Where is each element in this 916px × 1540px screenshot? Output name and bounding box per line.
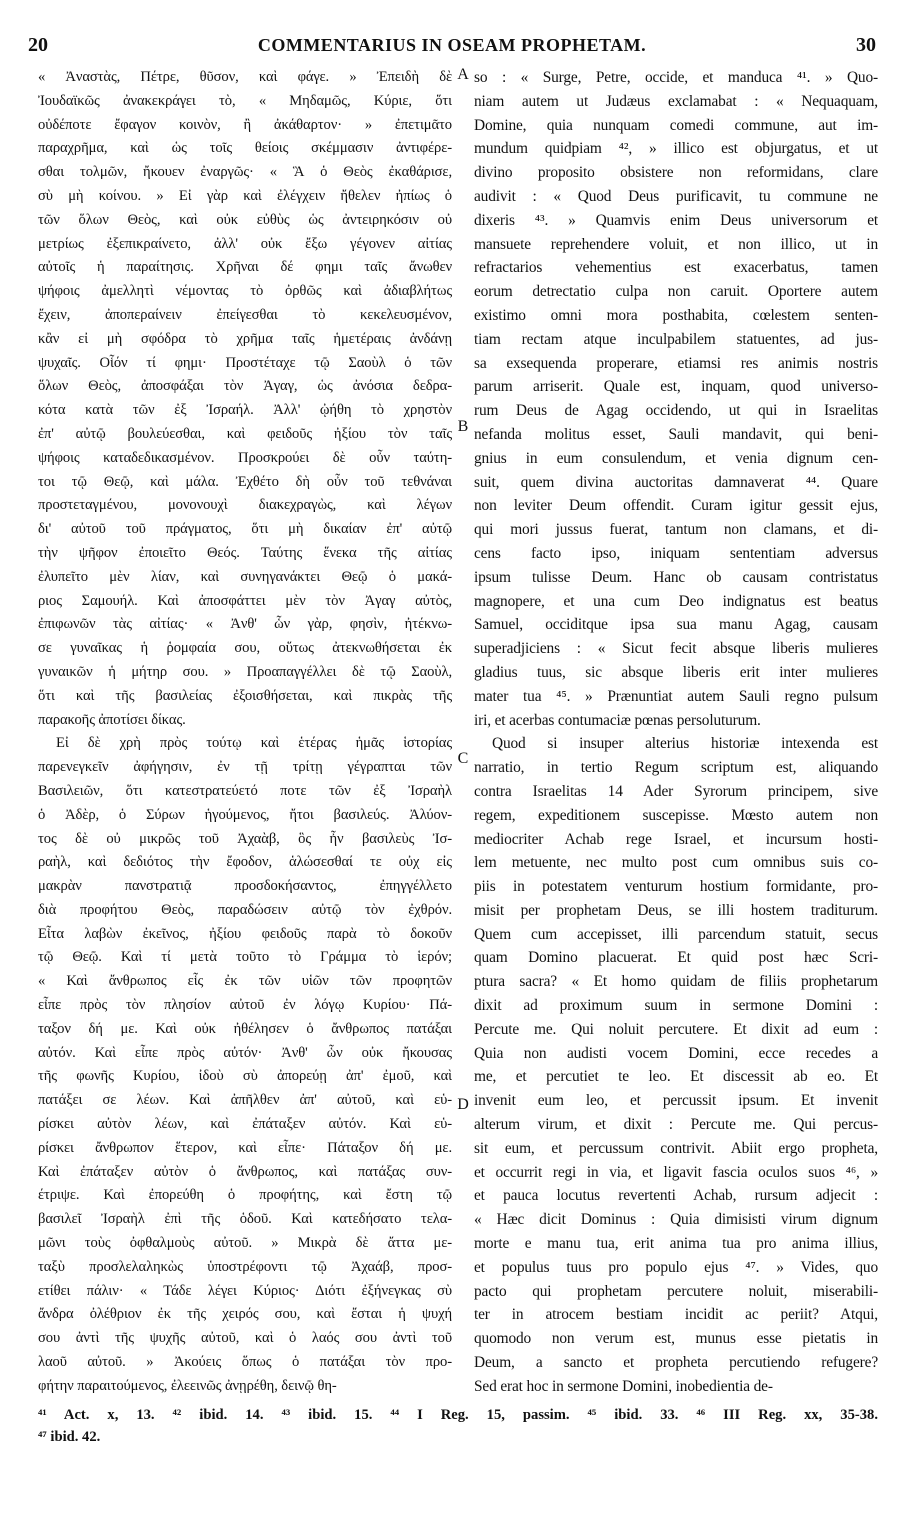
text-line: mater tua ⁴⁵. » Prænuntiat autem Sauli regno pulsum bbox=[474, 687, 878, 705]
running-title: COMMENTARIUS IN OSEAM PROPHETAM. bbox=[257, 35, 647, 55]
text-line: σε γυναῖκας ἡ ῥομφαία σου, οὕτως ἀτεκνωθήσεται ἐκ bbox=[38, 640, 452, 657]
text-line: magnopere, et una cum Deo indignatus est beatus bbox=[474, 592, 878, 610]
page-number-left: 20 bbox=[28, 34, 48, 56]
text-line: ταξον δή με. Καὶ οὐκ ἠθέλησεν ὁ ἄνθρωπος πατάξαι bbox=[38, 1020, 452, 1037]
text-line: αὐτόν. Καὶ εἶπε πρὸς αὐτόν· Ἀνθ' ὧν οὐκ ἤκουσας bbox=[38, 1044, 452, 1061]
text-line: contra Israelitas 14 Ader Syrorum principem, sive bbox=[474, 782, 878, 800]
text-line: τῶν ὅλων Θεὸς, καὶ οὐκ εὐθὺς ὡς ἀντειρηκόσιν οὐ bbox=[38, 211, 452, 228]
text-line: ρίσκει αὐτὸν λέων, καὶ ἐπάταξεν αὐτόν. Καὶ εὑ- bbox=[38, 1116, 452, 1133]
text-line: « Καὶ ἄνθρωπος εἷς ἐκ τῶν υἱῶν τῶν προφητῶν bbox=[38, 973, 452, 990]
text-line: ριος Σαμουήλ. Καὶ ἀποσφάττει μὲν τὸν Ἀγαγ αὐτὸς, bbox=[38, 592, 452, 609]
text-line: πατάξει σε λέων. Καὶ ἀπῆλθεν ἀπ' αὐτοῦ, καὶ εὑ- bbox=[38, 1092, 452, 1109]
text-line: εἶπε πρὸς τὸν πλησίον αὐτοῦ ἐν λόγῳ Κυρίου· Πά- bbox=[38, 997, 452, 1014]
text-line: σου ἀντὶ τῆς ψυχῆς αὐτοῦ, καὶ ὁ λαός σου ἀντὶ τοῦ bbox=[38, 1330, 452, 1347]
text-line: Quod si insuper alterius historiæ intexenda est bbox=[492, 735, 878, 753]
margin-marker: D bbox=[457, 1096, 469, 1113]
text-line: alterum virum, et dixit : Percute me. Qui percus- bbox=[474, 1116, 878, 1134]
text-line: λαοῦ αὐτοῦ. » Ἀκούεις ὅπως ὁ πατάξαι τὸν προ- bbox=[38, 1354, 452, 1371]
text-line: piis in potestatem venturum hostium formidante, pro- bbox=[474, 878, 878, 896]
text-line: Sed erat hoc in sermone Domini, inobedientia de- bbox=[474, 1377, 773, 1395]
text-line: gladius tuus, sic absque liberis erit inter mulieres bbox=[474, 663, 878, 681]
text-line: misit per prophetam Deus, se illi hostem traditurum. bbox=[474, 901, 878, 919]
text-line: δι' αὐτοῦ τοῦ πράγματος, ὅτι μὴ δικαίαν ἐπ' αὐτῷ bbox=[38, 521, 452, 538]
text-line: γυναικῶν ἡ μήτηρ σου. » Προαπαγγέλλει δὲ τῷ Σαοὺλ, bbox=[38, 663, 452, 680]
text-line: βασιλεῖ Ἰσραὴλ ἐπὶ τῆς ὁδοῦ. Καὶ κατεδήσατο τελα- bbox=[38, 1211, 452, 1228]
text-line: ψήφοις καταδεδικασμένον. Προσκρούει δὲ οὖν ταύτη- bbox=[38, 449, 452, 466]
text-line: τῷ Θεῷ. Καὶ τί μετὰ τοῦτο τὸ Γράμμα τὸ ἱερόν; bbox=[38, 949, 452, 966]
latin-text-column bbox=[474, 66, 878, 1399]
text-line: τὴν ψῆφον ἐποιεῖτο Θεός. Ταύτης ἕνεκα τῆς αἰτίας bbox=[38, 544, 452, 561]
text-line: ptura sacra? « Et homo quidam de filiis prophetarum bbox=[474, 973, 878, 991]
text-line: superadjiciens : « Sicut fecit absque liberis mulieres bbox=[474, 640, 878, 658]
text-line: προστεταγμένου, μονονουχὶ διακεχραγὼς, καὶ λέγων bbox=[38, 497, 452, 514]
text-line: invenit eum leo, et percussit ipsum. Et invenit bbox=[474, 1092, 878, 1110]
text-line: mundum quidpiam ⁴², » illico est objurgatus, et ut bbox=[474, 140, 878, 158]
text-line: mansuete reprehendere voluit, et non illico, ut in bbox=[474, 235, 878, 253]
text-line: Quia non audisti vocem Domini, ecce recedes a bbox=[474, 1044, 878, 1062]
text-line: quomodo non verum est, munus esse pietatis in bbox=[474, 1330, 878, 1348]
text-line: ετίθει πάλιν· « Τάδε λέγει Κύριος· Διότι ἐξήνεγκας σὺ bbox=[38, 1282, 452, 1299]
text-line: κἂν εἰ μὴ σφόδρα τὸ χρῆμα ταῖς ἡμετέραις ἀνδάνῃ bbox=[38, 330, 452, 347]
text-line: iri, et acerbas contumaciæ pœnas persoluturum. bbox=[474, 711, 761, 729]
text-line: ἐπιφωνῶν τὰς αἰτίας· « Ἀνθ' ὧν γὰρ, φησὶν, ἠτέκνω- bbox=[38, 616, 452, 633]
text-line: Samuel, occiditque ipsa sua manu Agag, causam bbox=[474, 616, 878, 634]
text-line: Καὶ ἐπάταξεν αὐτὸν ὁ ἄνθρωπος, καὶ πατάξας συν- bbox=[38, 1163, 452, 1180]
text-line: μετρίως ἐξεπικραίνετο, ἀλλ' οὐκ ἔξω γέγονεν αἰτίας bbox=[38, 235, 452, 252]
margin-marker: A bbox=[457, 66, 469, 83]
text-line: quam Domino placuerat. Et quid post hæc Scri- bbox=[474, 949, 878, 967]
text-line: οὐδέποτε ἔφαγον κοινὸν, ἢ ἀκάθαρτον· » ἐπετιμᾶτο bbox=[38, 116, 452, 133]
text-line: audivit : « Quod Deus purificavit, tu commune ne bbox=[474, 187, 878, 205]
footnotes bbox=[38, 1404, 878, 1448]
text-line: φήτην παραιτούμενος, ἐλεεινῶς ἀνῃρέθη, δεινῷ θη- bbox=[38, 1377, 337, 1394]
text-line: ψυχαῖς. Οἷόν τί φημι· Προστέταχε τῷ Σαοὺλ ὁ τῶν bbox=[38, 354, 452, 371]
footnote-line: ⁴¹ Act. x, 13. ⁴² ibid. 14. ⁴³ ibid. 15. ⁴⁴ I Reg. 15, passim. ⁴⁵ ibid. 33. ⁴⁶ III Reg. xx, 35-38. bbox=[38, 1407, 878, 1423]
text-line: αὐτοῖς ἡ παραίτησις. Χρῆναι δέ φημι ταῖς ἄνωθεν bbox=[38, 259, 452, 276]
text-line: ρίσκει ἄνθρωπον ἕτερον, καὶ εἶπε· Πάταξον δή με. bbox=[38, 1139, 452, 1156]
text-line: τῆς φωνῆς Κυρίου, ἰδοὺ σὺ ἀπορεύῃ ἀπ' ἐμοῦ, καὶ bbox=[38, 1068, 452, 1085]
text-line: morte e manu tua, erit anima tua pro anima illius, bbox=[474, 1235, 878, 1253]
margin-marker: C bbox=[457, 750, 469, 767]
text-line: τος δὲ οὐ μικρῶς τοῦ Ἀχαὰβ, ὃς ἦν βασιλεὺς Ἰσ- bbox=[38, 830, 452, 847]
text-line: eorum detrectatio culpa non caruit. Oportere autem bbox=[474, 283, 878, 301]
running-header bbox=[28, 34, 876, 58]
text-line: παρακοῆς ἀποτίσει δίκας. bbox=[38, 711, 186, 728]
text-line: « Ἀναστὰς, Πέτρε, θῦσον, καὶ φάγε. » Ἐπειδὴ δὲ bbox=[38, 69, 452, 85]
text-line: ὅλων Θεὸς, ἀποσφάξαι τὸν Ἀγαγ, ὡς ἀνόσια δεδρα- bbox=[38, 378, 452, 395]
text-line: ipsum tulisse Deum. Hanc ob causam contristatus bbox=[474, 568, 878, 586]
text-line: narratio, in tertio Regum scriptum est, aliquando bbox=[474, 759, 878, 777]
text-line: ἐλυπεῖτο μὲν λίαν, καὶ συνηγανάκτει Θεῷ ὁ μακά- bbox=[38, 568, 452, 585]
text-line: Εἰ δὲ χρὴ πρὸς τούτῳ καὶ ἑτέρας ἡμᾶς ἱστορίας bbox=[56, 735, 452, 752]
text-line: κότα κατὰ τῶν ἐξ Ἰσραήλ. Ἀλλ' ᾠήθη τὸ χρηστὸν bbox=[38, 402, 452, 419]
page-number-right: 30 bbox=[856, 34, 876, 56]
text-line: ὁ Ἀδὲρ, ὁ Σύρων ἡγούμενος, ἤτοι βασιλεύς. Ἀλύον- bbox=[38, 806, 452, 823]
text-line: tiam rectam atque inculpabilem statuentes, ad jus- bbox=[474, 330, 878, 348]
text-line: mediocriter Achab rege Israel, et incursum hosti- bbox=[474, 830, 878, 848]
text-line: ψήφοις ἀμελλητὶ νέμοντας τὸ ὀρθῶς καὶ ἀδιαβλήτως bbox=[38, 283, 452, 300]
text-line: nefanda molitus esset, Sauli mandavit, qui beni- bbox=[474, 425, 878, 443]
text-line: ἐπ' αὐτῷ βουλεύεσθαι, καὶ φειδοῦς ἠξίου τὸν ταῖς bbox=[38, 425, 452, 442]
text-line: μακρὰν πανστρατιᾷ προσδοκήσαντος, ἐπηγγέλλετο bbox=[38, 878, 452, 895]
text-line: niam autem ut Judæus exclamabat : « Nequaquam, bbox=[474, 92, 878, 110]
text-line: lem metuente, nec multo post cum omnibus suis co- bbox=[474, 854, 878, 872]
text-line: so : « Surge, Petre, occide, et manduca ⁴¹. » Quo- bbox=[474, 69, 878, 86]
text-line: Domine, quia nunquam comedi commune, aut im- bbox=[474, 116, 878, 134]
text-line: et populus tuus pro populo ejus ⁴⁷. » Vides, quo bbox=[474, 1258, 878, 1276]
text-line: dixeris ⁴³. » Quamvis enim Deus universorum et bbox=[474, 211, 878, 229]
text-line: Εἶτα λαβὼν ἐκεῖνος, ἠξίου φειδοῦς παρὰ τὸ δοκοῦν bbox=[38, 925, 452, 942]
text-line: παραχρῆμα, καὶ ὡς τοῖς θείοις σκέμμασιν ἀντιφέρε- bbox=[38, 140, 452, 157]
text-line: Percute me. Qui noluit percutere. Et dixit ad eum : bbox=[474, 1020, 878, 1038]
text-line: σὺ μὴ κοίνου. » Εἰ γὰρ καὶ ἐλέγχειν ἤθελεν ἠπίως ὁ bbox=[38, 187, 452, 204]
greek-text-column bbox=[38, 66, 452, 1399]
text-line: refractarios vehementius est exacerbatus, tamen bbox=[474, 259, 878, 277]
margin-marker: B bbox=[457, 418, 469, 435]
text-line: έτριψε. Καὶ ἐπορεύθη ὁ προφήτης, καὶ ἔστη τῷ bbox=[38, 1187, 452, 1204]
text-line: divino proposito obsistere non reformidans, clare bbox=[474, 164, 878, 182]
text-line: rum Deus de Agag occidendo, ut qui in Israelitas bbox=[474, 402, 878, 420]
text-line: διὰ προφήτου Θεὸς, παραδώσειν αὐτῷ τὸν ἐχθρόν. bbox=[38, 901, 452, 918]
text-line: cens facto ipso, iniquam sententiam adversus bbox=[474, 544, 878, 562]
text-line: ταξὺ προσλελαληκὼς ὑποστρέφοντι τῷ Ἀχαάβ, προσ- bbox=[38, 1258, 452, 1275]
text-line: suit, quem divina auctoritas damnaverat ⁴⁴. Quare bbox=[474, 473, 878, 491]
text-line: gnius in eum consulendum, et venia dignum cen- bbox=[474, 449, 878, 467]
text-line: Deum, a sancto et propheta percutiendo refugere? bbox=[474, 1354, 878, 1372]
text-line: Βασιλειῶν, ὅτι κατεστρατεύετό ποτε τῶν ἐξ Ἰσραὴλ bbox=[38, 782, 452, 799]
text-line: ὅτι καὶ τῆς βασιλείας ἐξοισθήσεται, καὶ πικρὰς τῆς bbox=[38, 687, 452, 704]
text-line: Ἰουδαϊκῶς ἀνακεκράγει τὸ, « Μηδαμῶς, Κύριε, ὅτι bbox=[38, 92, 452, 109]
text-line: pacto qui prophetam percutere noluit, miserabili- bbox=[474, 1282, 878, 1300]
text-line: ἄνδρα ὀλέθριον ἐκ τῆς χειρός σου, καὶ ἔσται ἡ ψυχή bbox=[38, 1306, 452, 1323]
text-line: regem, expeditionem suscepisse. Mœsto autem non bbox=[474, 806, 878, 824]
text-line: et occurrit regi in via, et ligavit fascia oculos suos ⁴⁶, » bbox=[474, 1163, 878, 1181]
footnote-line: ⁴⁷ ibid. 42. bbox=[38, 1429, 101, 1445]
text-line: qui mori jussus fuerat, tantum non clamans, et di- bbox=[474, 521, 878, 539]
text-line: ἔχειν, ἀποπεραίνειν ἐπείγεσθαι τὸ κεκελευσμένον, bbox=[38, 306, 452, 323]
text-line: « Hæc dicit Dominus : Quia dimisisti virum dignum bbox=[474, 1211, 878, 1229]
text-line: et pauca locutus revertenti Achab, rursum adjecit : bbox=[474, 1187, 878, 1205]
text-line: sa exsequenda properare, etiamsi res animis nostris bbox=[474, 354, 878, 372]
text-line: ter in atrocem bestiam incidit ac periit? Atqui, bbox=[474, 1306, 878, 1324]
text-line: ραὴλ, καὶ δεδιότος τὴν ἔφοδον, ἁλώσεσθαί τε οὐχ εἰς bbox=[38, 854, 452, 871]
text-line: sit eum, et percussum contrivit. Abiit ergo propheta, bbox=[474, 1139, 878, 1157]
text-line: parum arriserit. Quale est, inquam, quod universo- bbox=[474, 378, 878, 396]
text-line: παρενεγκεῖν ἀφήγησιν, ἐν τῇ τρίτῃ γέγραπται τῶν bbox=[38, 759, 452, 776]
text-line: Quem cum accepisset, illi parcendum statuit, secus bbox=[474, 925, 878, 943]
text-line: existimo omni mora posthabita, cœlestem senten- bbox=[474, 306, 878, 324]
text-line: non leviter Deum offendit. Curam igitur gessit ejus, bbox=[474, 497, 878, 515]
text-line: μῶνι τοὺς ὀφθαλμοὺς αὐτοῦ. » Μικρὰ δὲ ἄττα με- bbox=[38, 1235, 452, 1252]
text-line: dixit ad proximum suum in sermone Domini : bbox=[474, 997, 878, 1015]
text-line: σθαι τολμῶν, ἤκουεν ἐναργῶς· « Ἃ ὁ Θεὸς ἐκαθάρισε, bbox=[38, 164, 452, 181]
text-line: τοι τῷ Θεῷ, καὶ μάλα. Ἐχθέτο δὴ οὖν τοῦ τεθνάναι bbox=[38, 473, 452, 490]
text-line: me, et percutiet te leo. Et discessit ab eo. Et bbox=[474, 1068, 878, 1086]
